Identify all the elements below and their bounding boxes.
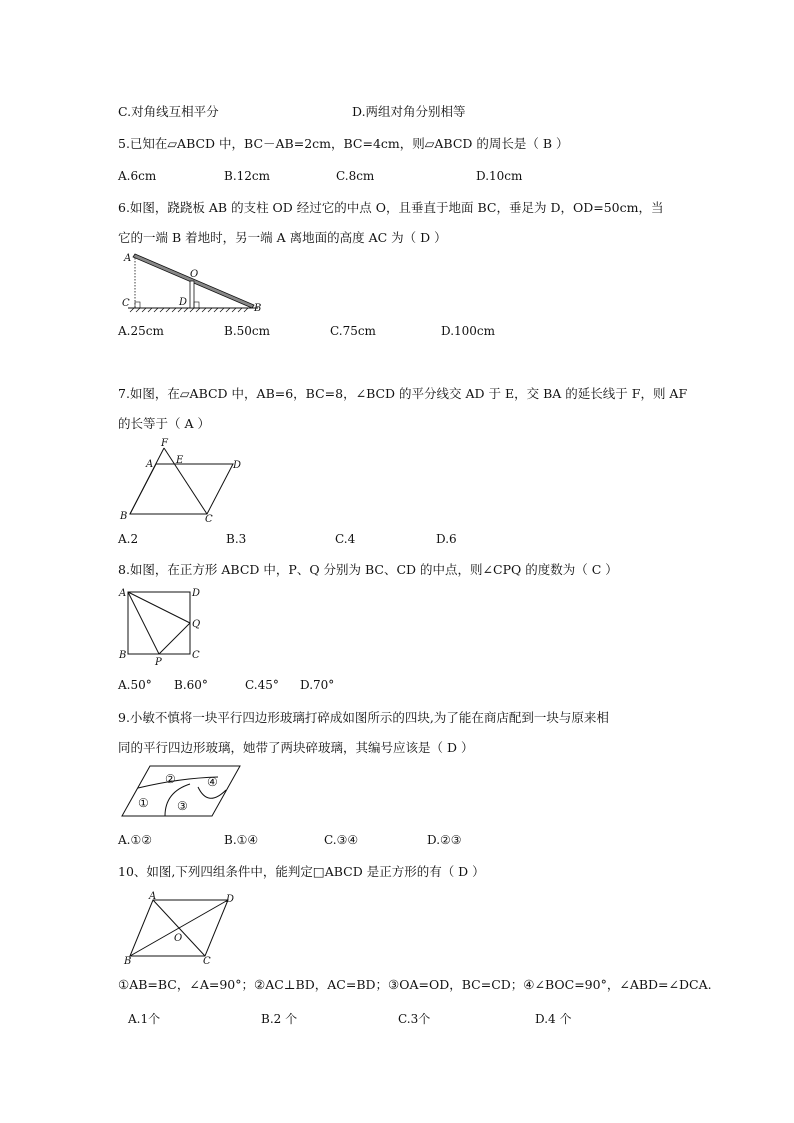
q9-label-piece1: ① bbox=[138, 796, 149, 810]
q10-label-b: B bbox=[124, 956, 132, 967]
q9-stem-line1: 9.小敏不慎将一块平行四边形玻璃打碎成如图所示的四块,为了能在商店配到一块与原来相 bbox=[118, 710, 609, 725]
q6-label-a: A bbox=[124, 253, 132, 264]
q7-line-fc bbox=[164, 448, 207, 514]
q6-label-b: B bbox=[254, 303, 262, 314]
q6-stem-line2: 它的一端 B 着地时，另一端 A 离地面的高度 AC 为（ D ） bbox=[118, 230, 447, 245]
q9-option-a: A.①② bbox=[118, 833, 152, 847]
q8-segment-ap bbox=[128, 592, 159, 654]
q7-label-b: B bbox=[120, 511, 128, 522]
q9-label-piece4: ④ bbox=[207, 775, 218, 789]
q8-option-b: B.60° bbox=[174, 678, 208, 692]
q6-option-c: C.75cm bbox=[330, 324, 376, 338]
q7-option-d: D.6 bbox=[436, 532, 457, 546]
q8-label-q: Q bbox=[192, 619, 201, 630]
q7-option-c: C.4 bbox=[335, 532, 356, 546]
q9-label-piece3: ③ bbox=[177, 799, 188, 813]
q10-option-c: C.3个 bbox=[398, 1012, 431, 1026]
q7-line-bf bbox=[130, 448, 164, 514]
q6-ground-hatch bbox=[130, 308, 248, 312]
q8-label-c: C bbox=[192, 650, 200, 661]
q4-option-c: C.对角线互相平分 bbox=[118, 104, 219, 119]
q8-segment-aq bbox=[128, 592, 190, 623]
q8-square-figure bbox=[118, 584, 210, 668]
q9-stem-line2: 同的平行四边形玻璃，她带了两块碎玻璃，其编号应该是（ D ） bbox=[118, 740, 474, 755]
q7-option-a: A.2 bbox=[118, 532, 139, 546]
q7-stem-line1: 7.如图，在▱ABCD 中，AB=6，BC=8，∠BCD 的平分线交 AD 于 E，交 BA 的延长线于 F，则 AF bbox=[118, 386, 688, 401]
q8-label-p: P bbox=[155, 657, 162, 668]
q7-stem-line2: 的长等于（ A ） bbox=[118, 416, 210, 431]
q8-label-d: D bbox=[192, 588, 201, 599]
q10-option-a: A.1个 bbox=[128, 1012, 161, 1026]
q4-option-d: D.两组对角分别相等 bbox=[352, 104, 466, 119]
q10-option-d: D.4 个 bbox=[535, 1012, 572, 1026]
q7-parallelogram-figure bbox=[118, 438, 248, 526]
q6-label-c: C bbox=[122, 298, 130, 309]
q6-option-b: B.50cm bbox=[224, 324, 271, 338]
q7-label-c: C bbox=[205, 514, 213, 525]
q10-label-a: A bbox=[149, 891, 157, 902]
q6-option-d: D.100cm bbox=[441, 324, 496, 338]
q8-option-c: C.45° bbox=[245, 678, 279, 692]
q8-option-d: D.70° bbox=[300, 678, 335, 692]
q6-seesaw-figure bbox=[118, 250, 268, 316]
q8-square-abcd bbox=[128, 592, 190, 654]
q7-parallelogram-abcd bbox=[130, 464, 233, 514]
q10-stem: 10、如图,下列四组条件中，能判定□ABCD 是正方形的有（ D ） bbox=[118, 864, 485, 879]
q5-option-b: B.12cm bbox=[224, 169, 271, 183]
q10-label-o: O bbox=[174, 933, 183, 944]
q10-conditions: ①AB=BC，∠A=90°；②AC⊥BD，AC=BD；③OA=OD，BC=CD；④∠BOC=90°，∠ABD=∠DCA. bbox=[118, 977, 712, 992]
q5-option-a: A.6cm bbox=[118, 169, 157, 183]
q6-label-o: O bbox=[190, 269, 199, 280]
q9-broken-glass-figure bbox=[118, 762, 246, 822]
q8-label-a: A bbox=[119, 588, 127, 599]
q6-stem-line1: 6.如图，跷跷板 AB 的支柱 OD 经过它的中点 O，且垂直于地面 BC，垂足为 D，OD=50cm，当 bbox=[118, 200, 664, 215]
q9-option-b: B.①④ bbox=[224, 833, 259, 847]
q7-label-f: F bbox=[161, 438, 168, 449]
q6-label-d: D bbox=[179, 297, 188, 308]
q6-right-angle-d bbox=[194, 302, 199, 308]
q8-label-b: B bbox=[119, 650, 127, 661]
q8-stem: 8.如图，在正方形 ABCD 中，P、Q 分别为 BC、CD 的中点，则∠CPQ 的度数为（ C ） bbox=[118, 562, 618, 577]
q10-label-c: C bbox=[203, 956, 211, 967]
q7-label-a: A bbox=[146, 459, 154, 470]
q10-option-b: B.2 个 bbox=[261, 1012, 298, 1026]
q9-crack-top bbox=[138, 777, 218, 788]
q9-label-piece2: ② bbox=[165, 772, 176, 786]
q10-label-d: D bbox=[226, 894, 235, 905]
q10-parallelogram-figure bbox=[118, 892, 246, 966]
q10-diagonal-bd bbox=[130, 900, 228, 956]
q5-option-d: D.10cm bbox=[476, 169, 523, 183]
q6-post-od bbox=[190, 281, 194, 308]
q9-option-d: D.②③ bbox=[427, 833, 462, 847]
q9-option-c: C.③④ bbox=[324, 833, 359, 847]
q6-option-a: A.25cm bbox=[118, 324, 164, 338]
q7-option-b: B.3 bbox=[226, 532, 247, 546]
q5-option-c: C.8cm bbox=[336, 169, 375, 183]
q6-right-angle-c bbox=[135, 302, 140, 308]
q7-label-e: E bbox=[176, 455, 184, 466]
q8-option-a: A.50° bbox=[118, 678, 152, 692]
q5-stem: 5.已知在▱ABCD 中，BC－AB=2cm，BC=4cm，则▱ABCD 的周长是（ B ） bbox=[118, 136, 569, 151]
q7-label-d: D bbox=[233, 460, 242, 471]
q8-segment-pq bbox=[159, 623, 190, 654]
